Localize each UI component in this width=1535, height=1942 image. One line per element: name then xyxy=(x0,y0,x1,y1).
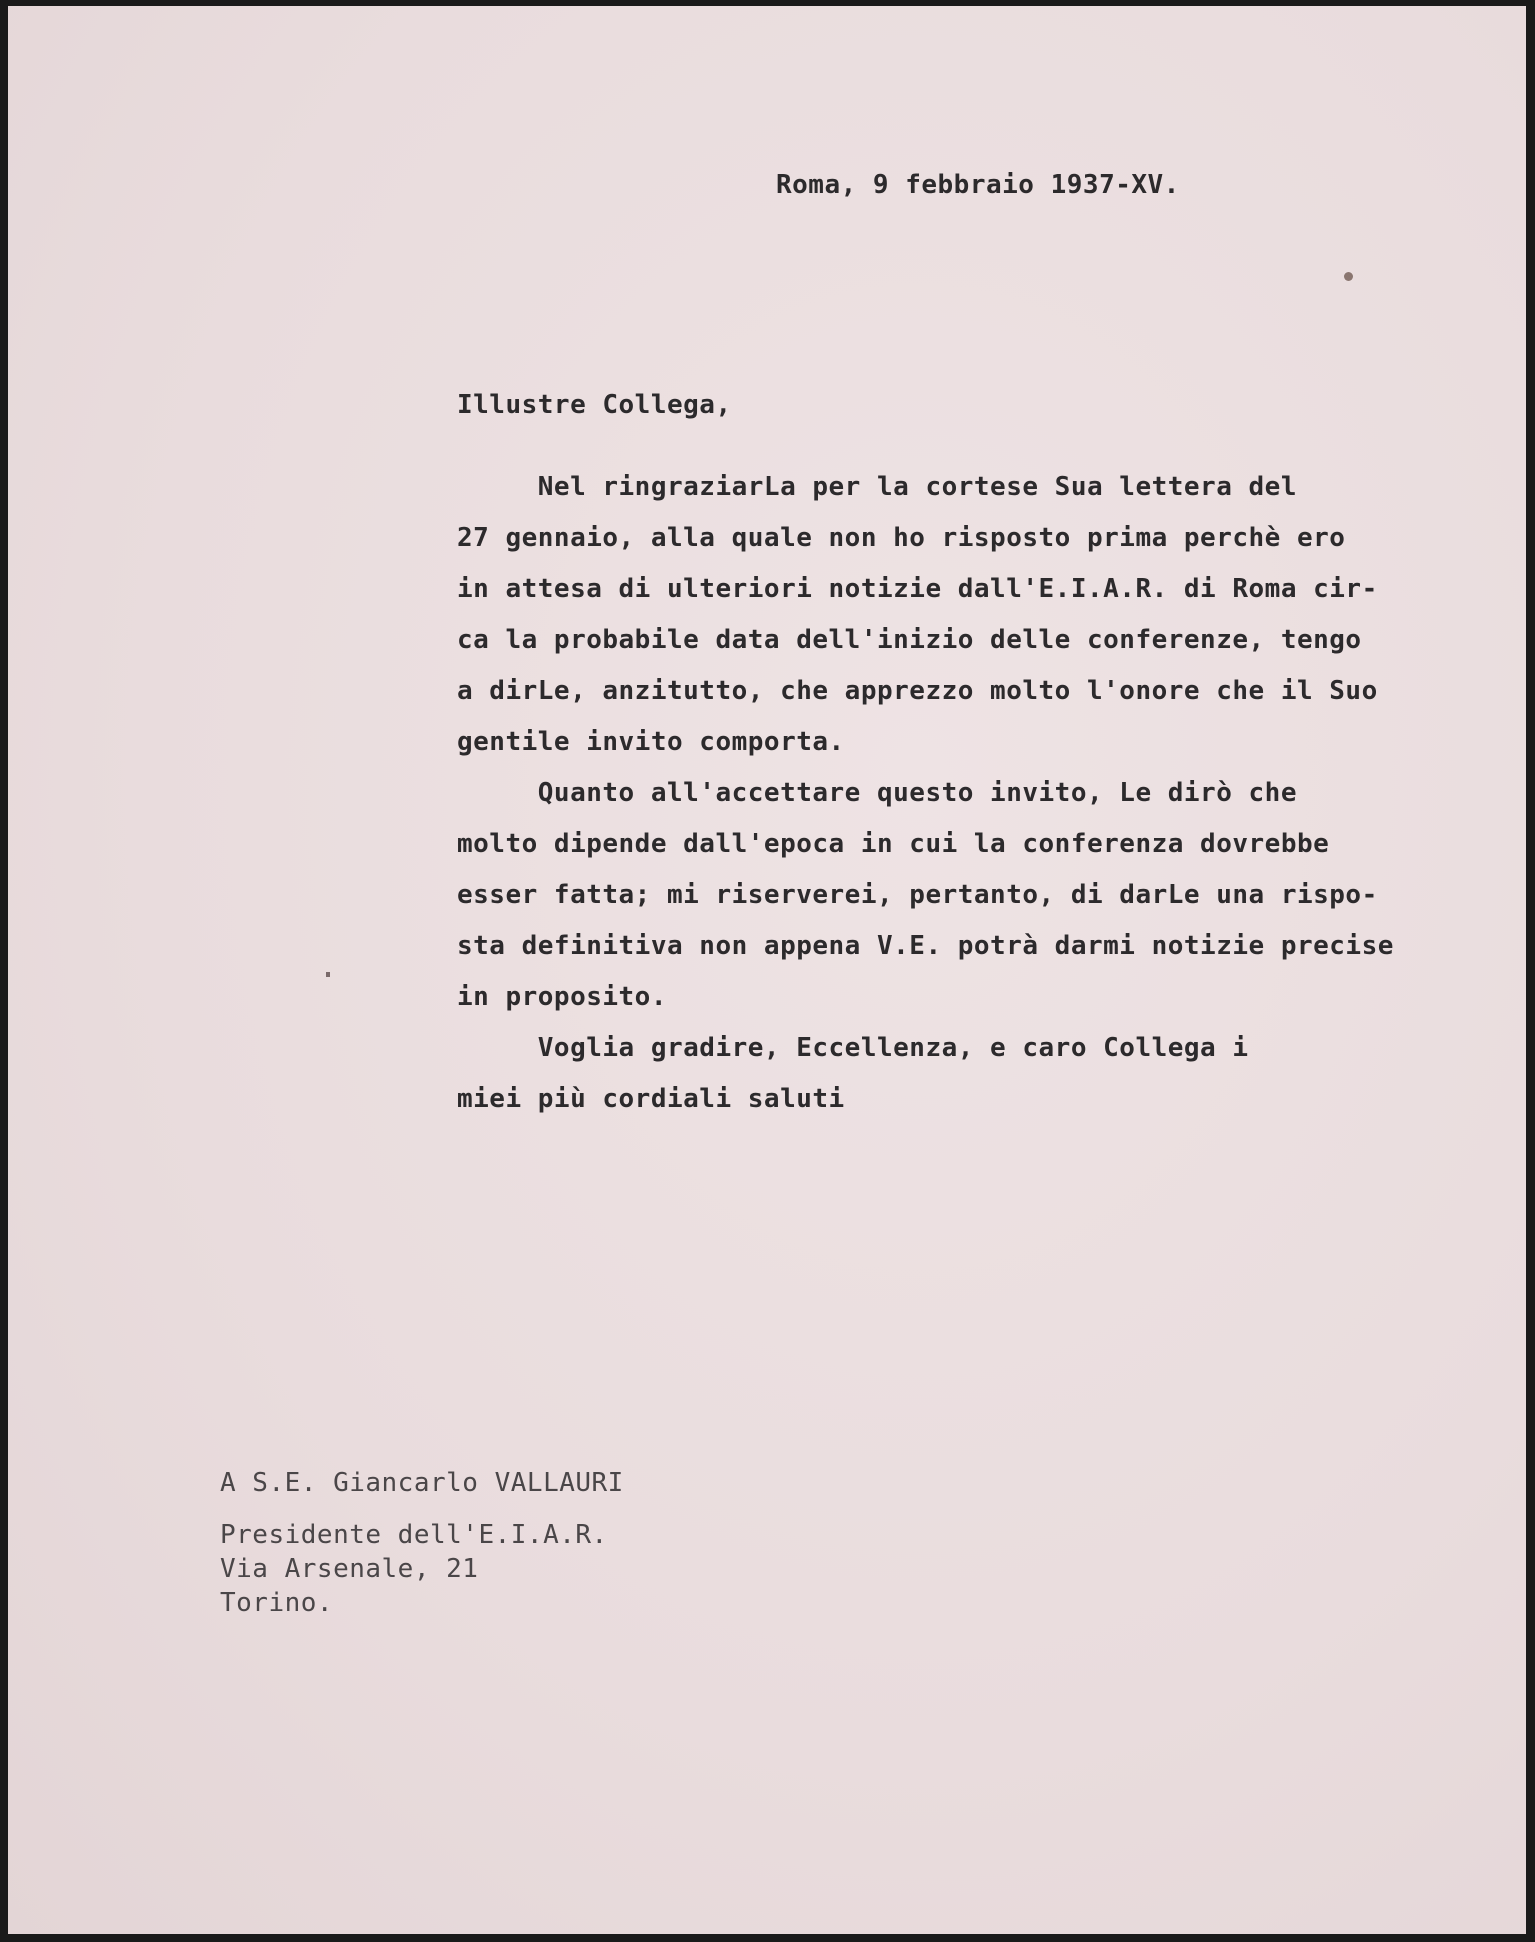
body-line: miei più cordiali saluti xyxy=(457,1084,845,1114)
body-line: gentile invito comporta. xyxy=(457,727,845,757)
body-line: Voglia gradire, Eccellenza, e caro Collega i xyxy=(457,1033,1249,1063)
body-line: sta definitiva non appena V.E. potrà darmi notizie precise xyxy=(457,931,1394,961)
letter-salutation: Illustre Collega, xyxy=(457,390,732,420)
body-line: esser fatta; mi riserverei, pertanto, di darLe una rispo- xyxy=(457,880,1378,910)
body-line: Nel ringraziarLa per la cortese Sua lettera del xyxy=(457,472,1297,502)
recipient-city: Torino. xyxy=(220,1588,334,1618)
body-line: ca la probabile data dell'inizio delle conferenze, tengo xyxy=(457,625,1362,655)
body-line: in proposito. xyxy=(457,982,667,1012)
body-line: 27 gennaio, alla quale non ho risposto prima perchè ero xyxy=(457,523,1346,553)
paper-speck xyxy=(1344,272,1353,281)
body-line: a dirLe, anzitutto, che apprezzo molto l'onore che il Suo xyxy=(457,676,1378,706)
recipient-title: Presidente dell'E.I.A.R. xyxy=(220,1520,608,1550)
body-line: molto dipende dall'epoca in cui la conferenza dovrebbe xyxy=(457,829,1330,859)
paper-mark xyxy=(326,972,330,977)
letter-page xyxy=(8,6,1526,1934)
letter-date: Roma, 9 febbraio 1937-XV. xyxy=(776,170,1180,200)
body-line: in attesa di ulteriori notizie dall'E.I.A.R. di Roma cir- xyxy=(457,574,1378,604)
recipient-street: Via Arsenale, 21 xyxy=(220,1554,479,1584)
body-line: Quanto all'accettare questo invito, Le dirò che xyxy=(457,778,1297,808)
recipient-name: A S.E. Giancarlo VALLAURI xyxy=(220,1468,624,1498)
